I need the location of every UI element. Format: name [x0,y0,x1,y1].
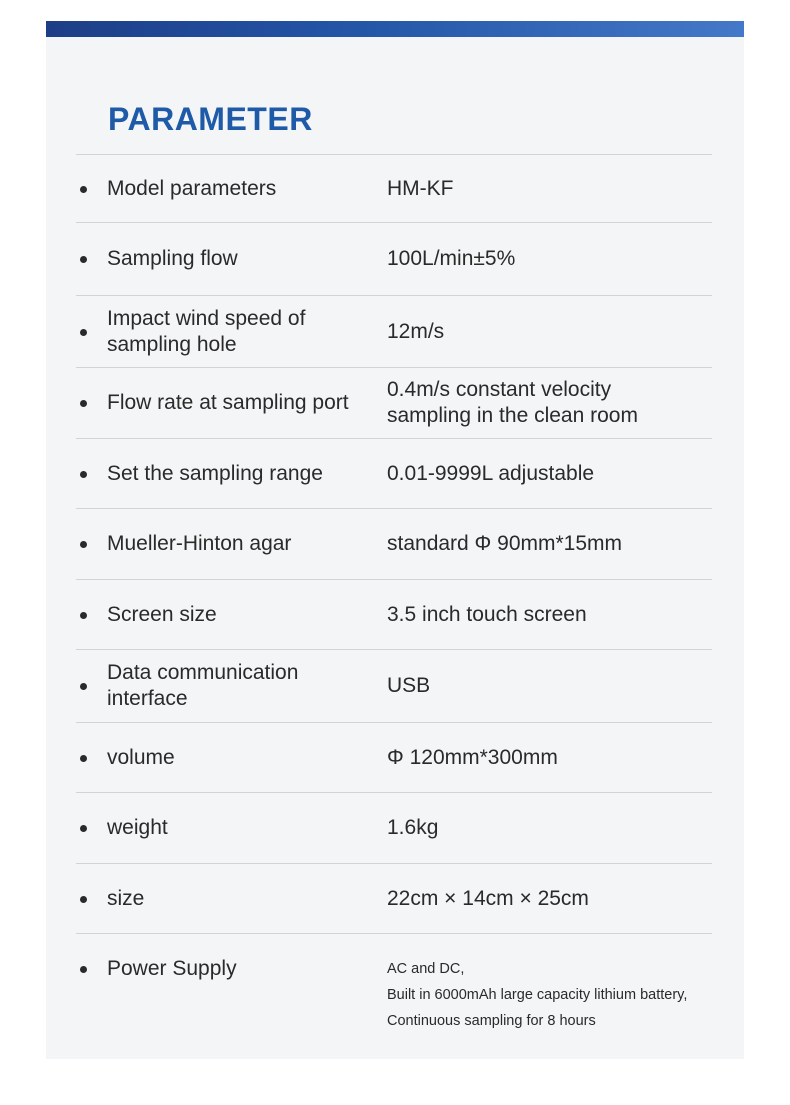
row-value: 22cm × 14cm × 25cm [387,886,589,910]
table-row [76,295,712,367]
row-label: Power Supply [107,957,237,980]
row-value: AC and DC, Built in 6000mAh large capacity lithium battery, Continuous sampling for 8 hours [387,961,688,1029]
bullet-icon [80,541,87,548]
row-label: size [107,886,145,910]
row-value: USB [387,674,431,697]
parameter-table [76,154,712,1048]
parameter-panel [46,21,744,1059]
row-label: weight [107,816,168,839]
row-value: Φ 120mm*300mm [387,745,558,769]
bullet-icon [80,186,87,193]
bullet-icon [80,683,87,690]
bullet-icon [80,825,87,832]
row-label: Data communication interface [107,661,299,710]
bullet-icon [80,612,87,619]
row-label: Screen size [107,602,217,626]
table-row [76,367,712,438]
row-value: standard Φ 90mm*15mm [387,532,623,555]
table-row [76,438,712,508]
row-label: Set the sampling range [107,461,323,485]
row-value: 3.5 inch touch screen [387,602,587,626]
table-row [76,863,712,933]
row-value: 1.6kg [387,816,439,839]
row-label: volume [107,745,175,769]
row-value: 0.4m/s constant velocity sampling in the clean room [387,378,638,427]
bullet-icon [80,755,87,762]
table-row [76,222,712,295]
header-accent-bar [46,21,744,37]
bullet-icon [80,256,87,263]
row-label: Model parameters [107,176,277,200]
row-value: HM-KF [387,176,454,200]
table-row [76,792,712,863]
row-label: Impact wind speed of sampling hole [107,306,306,356]
row-label: Mueller-Hinton agar [107,532,292,555]
page-title: PARAMETER [108,101,313,137]
table-row [76,154,712,222]
table-row [76,933,712,1048]
bullet-icon [80,966,87,973]
row-label: Sampling flow [107,247,238,270]
bullet-icon [80,329,87,336]
bullet-icon [80,471,87,478]
row-value: 100L/min±5% [387,247,516,270]
row-value: 0.01-9999L adjustable [387,461,595,485]
table-row [76,579,712,649]
bullet-icon [80,896,87,903]
table-row [76,722,712,792]
row-value: 12m/s [387,319,445,343]
table-row [76,508,712,579]
row-label: Flow rate at sampling port [107,391,349,414]
bullet-icon [80,400,87,407]
table-row [76,649,712,722]
